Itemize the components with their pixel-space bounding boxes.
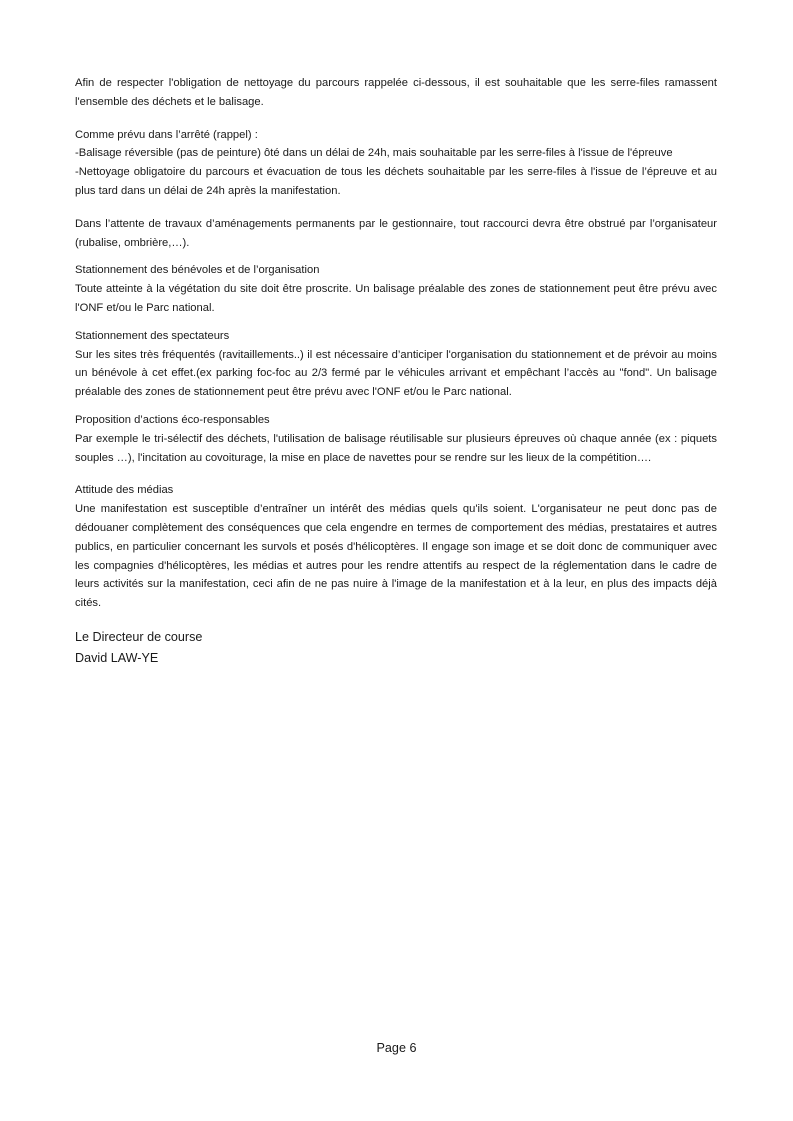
section-body: Sur les sites très fréquentés (ravitaillements..) il est nécessaire d’anticiper l'organisation du stationnement et de prévoir au moins un bénévole à cet effet.(ex parking foc-foc au 2/3 fermé par le véhicules arrivant et empêchant l’accès au "fond". Un balisage préalable des zones de stationnement peut être prévu avec l'ONF et/ou le Parc national.: [75, 348, 717, 399]
section-body: Par exemple le tri-sélectif des déchets, l'utilisation de balisage réutilisable sur plusieurs épreuves où chaque année (ex : piquets souples …), l'incitation au covoiturage, la mise en place de navettes pour se rendre sur les lieux de la compétition….: [75, 432, 717, 464]
section-title: Attitude des médias: [75, 484, 174, 497]
section-body: Une manifestation est susceptible d’entraîner un intérêt des médias quels qu'ils soient. L'organisateur ne peut donc pas de dédouaner complètement des conséquences que cela engendre en termes de comportement des médias, prestataires et autres publics, en particulier concernant les survols et posés d'hélicoptères. Il engage son image et se doit donc de communiquer avec les compagnies d'hélicoptères, les médias et autres pour les rendre attentifs au respect de la réglementation dans le cadre de leurs activités sur la manifestation, ceci afin de ne pas nuire à l'image de la manifestation et à la leur, en plus des impacts déjà cités.: [75, 503, 717, 610]
arrete-item-balisage: -Balisage réversible (pas de peinture) ôté dans un délai de 24h, mais souhaitable par les serre-files à l'issue de l'épreuve: [75, 147, 673, 160]
section-title: Stationnement des bénévoles et de l’organisation: [75, 264, 320, 277]
section-title: Stationnement des spectateurs: [75, 329, 230, 342]
raccourci-paragraph: Dans l’attente de travaux d’aménagements permanents par le gestionnaire, tout raccourci devra être obstrué par l’organisateur (rubalise, ombrière,…).: [75, 217, 717, 249]
section-body: Toute atteinte à la végétation du site doit être proscrite. Un balisage préalable des zones de stationnement peut être prévu avec l'ONF et/ou le Parc national.: [75, 283, 717, 314]
signature-name: David LAW-YE: [75, 650, 159, 665]
section-stationnement-benevoles: [75, 261, 717, 317]
document-body: [75, 74, 717, 669]
signature-block: [75, 627, 717, 669]
arrete-item-nettoyage: -Nettoyage obligatoire du parcours et évacuation de tous les déchets souhaitable par les serre-files à l'issue de l’épreuve et au plus tard dans un délai de 24h après la manifestation.: [75, 166, 717, 197]
signature-role: Le Directeur de course: [75, 629, 203, 644]
section-attitude-medias: [75, 481, 717, 613]
arrete-heading: Comme prévu dans l’arrêté (rappel) :: [75, 128, 258, 141]
section-stationnement-spectateurs: [75, 327, 717, 402]
section-actions-eco-responsables: [75, 411, 717, 467]
intro-paragraph: Afin de respecter l'obligation de nettoyage du parcours rappelée ci-dessous, il est souhaitable que les serre-files ramassent l'ensemble des déchets et le balisage.: [75, 77, 717, 108]
page-number: Page 6: [376, 1041, 417, 1055]
section-title: Proposition d’actions éco-responsables: [75, 413, 270, 426]
